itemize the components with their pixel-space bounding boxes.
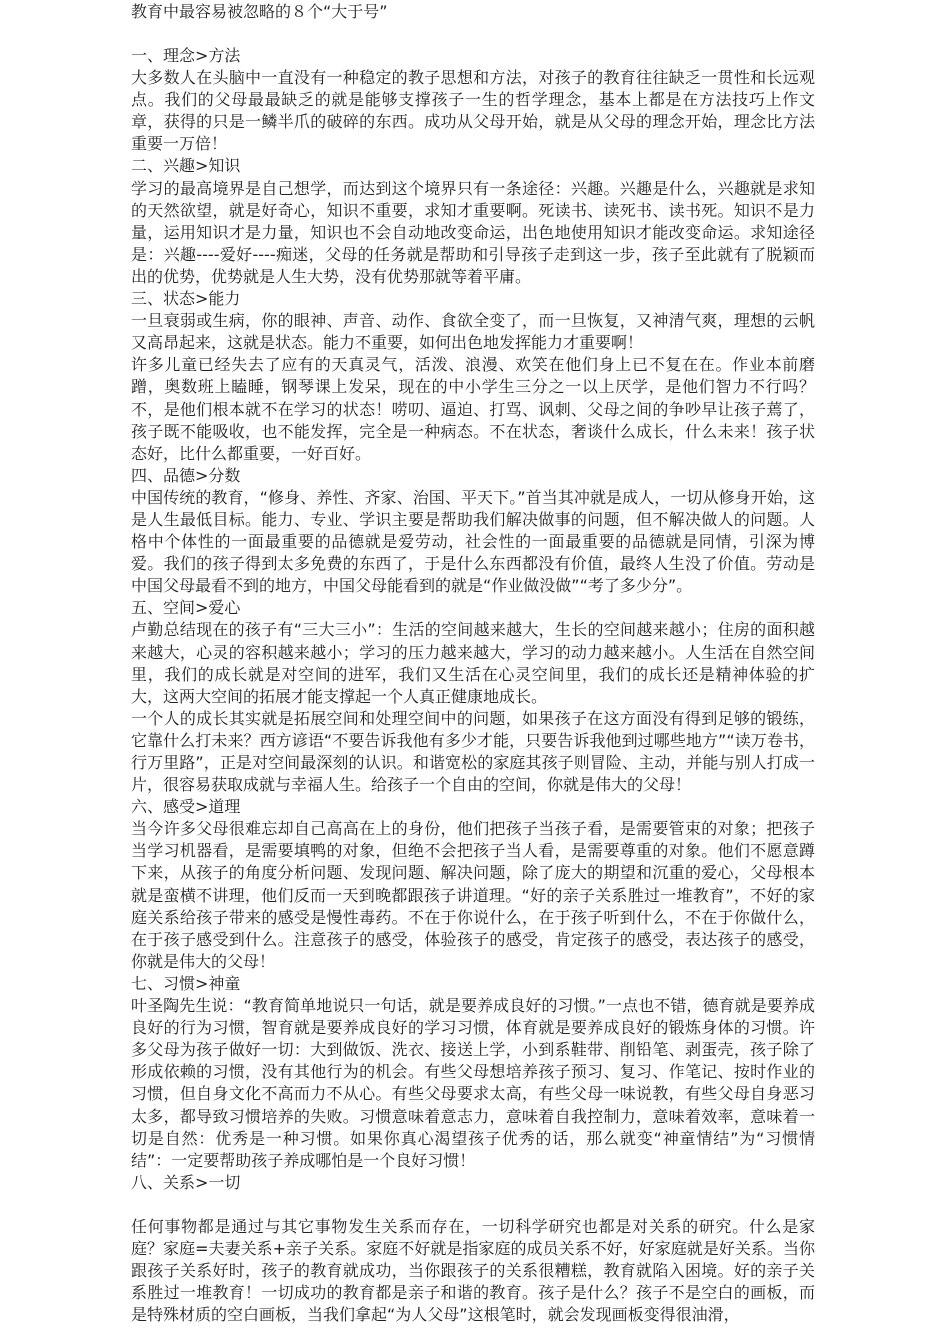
section-heading-5: 五、空间>爱心: [131, 598, 241, 618]
section-heading-1: 一、理念>方法: [131, 46, 241, 65]
blank-line: [131, 1194, 815, 1216]
document-title: 教育中最容易被忽略的８个“大于号”: [131, 2, 388, 21]
section-4-paragraph-1: 中国传统的教育，“修身、养性、齐家、治国、平天下。”首当其冲就是成人，一切从修身开始，这是人生最低目标。能力、专业、学识主要是帮助我们解决做事的问题，但不解决做人的问题。人格中个体性的一面最重要的品德就是爱劳动，社会性的一面最重要的品德就是同情，引深为博爱。我们的孩子得到太多免费的东西了，于是什么东西都没有价值，最终人生没了价值。劳动是中国父母最看不到的地方，中国父母能看到的就是“作业做没做”“考了多少分”。: [131, 487, 815, 596]
section-heading-3: 三、状态>能力: [131, 289, 241, 309]
section-heading-7: 七、习惯>神童: [131, 973, 241, 993]
document-body: [131, 0, 815, 1326]
section-6-paragraph-1: 当今许多父母很难忘却自己高高在上的身份，他们把孩子当孩子看，是需要管束的对象；把孩子当学习机器看，是需要填鸭的对象，但绝不会把孩子当人看，是需要尊重的对象。他们不愿意蹲下来，从孩子的角度分析问题、发现问题、解决问题，除了庞大的期望和沉重的爱心，父母根本就是蛮横不讲理，他们反而一天到晚都跟孩子讲道理。“好的亲子关系胜过一堆教育”，不好的家庭关系给孩子带来的感受是慢性毒药。不在于你说什么，在于孩子听到什么，不在于你做什么，在于孩子感受到什么。注意孩子的感受，体验孩子的感受，肯定孩子的感受，表达孩子的感受，你就是伟大的父母！: [131, 819, 815, 971]
section-8-paragraph-1: 任何事物都是通过与其它事物发生关系而存在，一切科学研究也都是对关系的研究。什么是家庭？家庭=夫妻关系+亲子关系。家庭不好就是指家庭的成员关系不好，好家庭就是好关系。当你跟孩子关系好时，孩子的教育就成功，当你跟孩子的关系很糟糕，教育就陷入困境。好的亲子关系胜过一堆教育！一切成功的教育都是亲子和谐的教育。孩子是什么？孩子不是空白的画板，而是特殊材质的空白画板，当我们拿起“为人父母”这根笔时，就会发现画板变得很油滑，: [131, 1216, 815, 1325]
section-3-paragraph-1: 一旦衰弱或生病，你的眼神、声音、动作、食欲全变了，而一旦恢复，又神清气爽，理想的云帆又高昂起来，这就是状态。能力不重要，如何出色地发挥能力才重要啊！: [131, 311, 815, 353]
blank-line: [131, 23, 815, 45]
section-2-paragraph-1: 学习的最高境界是自己想学，而达到这个境界只有一条途径：兴趣。兴趣是什么，兴趣就是求知的天然欲望，就是好奇心，知识不重要，求知才重要啊。死读书、读死书、读书死。知识不是力量，运用知识才是力量，知识也不会自动地改变命运，出色地使用知识才能改变命运。求知途径是：兴趣----爱好----痴迷，父母的任务就是帮助和引导孩子走到这一步，孩子至此就有了脱颖而出的优势，优势就是人生大势，没有优势那就等着平庸。: [131, 178, 815, 286]
section-5-paragraph-1: 卢勤总结现在的孩子有“三大三小”：生活的空间越来越大，生长的空间越来越小；住房的面积越来越大，心灵的容积越来越小；学习的压力越来越大，学习的动力越来越小。人生活在自然空间里，我们的成长就是对空间的进军，我们又生活在心灵空间里，我们的成长还是精神体验的扩大，这两大空间的拓展才能支撑起一个人真正健康地成长。: [131, 620, 815, 706]
section-heading-6: 六、感受>道理: [131, 797, 241, 817]
section-heading-4: 四、品德>分数: [131, 465, 241, 485]
section-5-paragraph-2: 一个人的成长其实就是拓展空间和处理空间中的问题，如果孩子在这方面没有得到足够的锻练，它靠什么打未来？西方谚语“不要告诉我他有多少才能，只要告诉我他到过哪些地方”“读万卷书，行万里路”，正是对空间最深刻的认识。和谐宽松的家庭其孩子则冒险、主动，并能与别人打成一片，很容易获取成就与幸福人生。给孩子一个自由的空间，你就是伟大的父母！: [131, 708, 815, 795]
section-1-paragraph-1: 大多数人在头脑中一直没有一种稳定的教子思想和方法，对孩子的教育往往缺乏一贯性和长远观点。我们的父母最最缺乏的就是能够支撑孩子一生的哲学理念，基本上都是在方法技巧上作文章，获得的只是一鳞半爪的破碎的东西。成功从父母开始，就是从父母的理念开始，理念比方法重要一万倍！: [131, 68, 815, 154]
section-heading-8: 八、关系>一切: [131, 1172, 241, 1192]
section-heading-2: 二、兴趣>知识: [131, 156, 241, 176]
section-7-paragraph-1: 叶圣陶先生说：“教育简单地说只一句话，就是要养成良好的习惯。”一点也不错，德育就是要养成良好的行为习惯，智育就是要养成良好的学习习惯，体育就是要养成良好的锻炼身体的习惯。许多父母为孩子做好一切：大到做饭、洗衣、接送上学，小到系鞋带、削铅笔、剥蛋壳，孩子除了形成依赖的习惯，没有其他行为的机会。有些父母想培养孩子预习、复习、作笔记、按时作业的习惯，但自身文化不高而力不从心。有些父母要求太高，有些父母一味说教，有些父母自身恶习太多，都导致习惯培养的失败。习惯意味着意志力，意味着自我控制力，意味着效率，意味着一切是自然：优秀是一种习惯。如果你真心渴望孩子优秀的话，那么就变“神童情结”为“习惯情结”：一定要帮助孩子养成哪怕是一个良好习惯！: [131, 996, 815, 1170]
section-3-paragraph-2: 许多儿童已经失去了应有的天真灵气，活泼、浪漫、欢笑在他们身上已不复在在。作业本前磨蹭，奥数班上瞌睡，钢琴课上发呆，现在的中小学生三分之一以上厌学，是他们智力不行吗？不，是他们根本就不在学习的状态！唠叨、逼迫、打骂、讽刺、父母之间的争吵早让孩子蔫了，孩子既不能吸收，也不能发挥，完全是一种病态。不在状态，奢谈什么成长，什么未来！孩子状态好，比什么都重要，一好百好。: [131, 355, 815, 463]
